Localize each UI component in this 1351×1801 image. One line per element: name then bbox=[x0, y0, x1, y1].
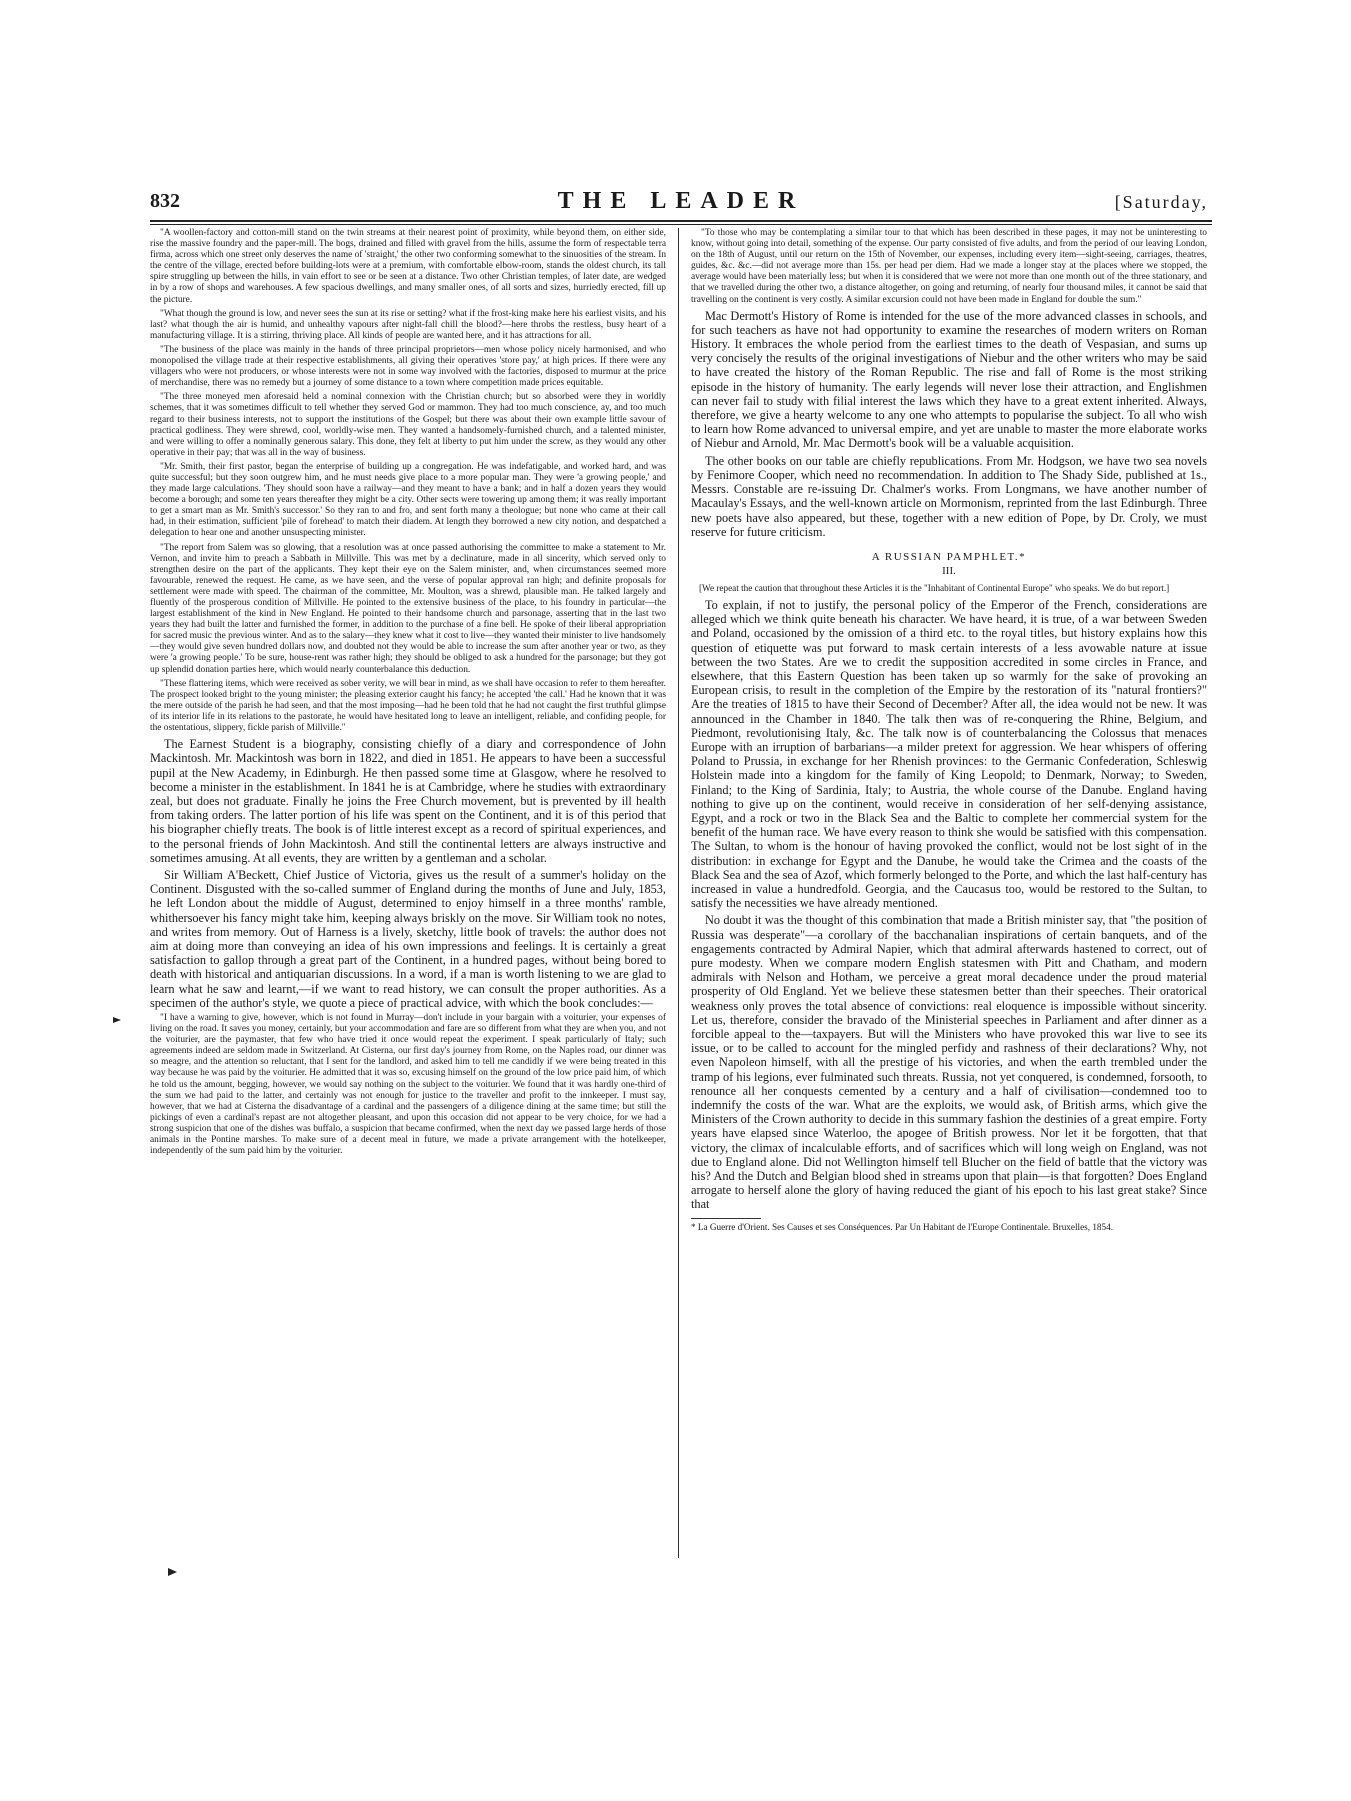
header-rule bbox=[150, 220, 1212, 222]
quote-paragraph: "Mr. Smith, their first pastor, began the enterprise of building up a congregation. He was indefatigable, and worked hard, and was quite successful; but they soon outgrew him, and he must needs give place to a more popular man. They were 'a growing people,' and they made large calculations. 'They should soon have a railway—and they meant to have a bank; and in half a dozen years they would become a borough; and some ten years thereafter they might be a city. Other sects were towering up among them; it was really important to get a smart man as Mr. Smith's successor.' So they ran to and fro, and sent forth many a theologue; but none who came at their call had, in their estimation, sufficient 'pile of forehead' to match their diadem. At length they borrowed a new city notion, and despatched a delegation to hear one and another unsuspecting minister. bbox=[150, 461, 666, 539]
right-column bbox=[679, 228, 1207, 1558]
quote-paragraph: "A woollen-factory and cotton-mill stand on the twin streams at their nearest point of proximity, while beyond them, on either side, rise the massive foundry and the paper-mill. The bogs, drained and filled with gravel from the hills, assume the form of respectable terra firma, across which one street only deserves the name of 'straight,' the other two conforming somewhat to the sinuosities of the stream. In the centre of the village, erected before building-lots were at a premium, with comfortable elbow-room, stands the oldest church, its tall spire struggling up between the hills, in vain effort to see or be seen at a distance. Two other Christian temples, of later date, are wedged in by a row of shops and warehouses. A few spacious dwellings, and many smaller ones, of all sorts and sizes, hurriedly erected, fill up the picture. bbox=[150, 228, 667, 305]
section-number: III. bbox=[942, 564, 956, 577]
quote-paragraph: "The three moneyed men aforesaid held a nominal connexion with the Christian church; but so absorbed were they in worldly schemes, that it was sometimes difficult to tell whether they served God or mammon. They had too much conscience, ay, and too much regard to their business interests, not to support the institutions of the Gospel; but there was about their own example little savour of practical godliness. They were shrewd, cool, worldly-wise men. They wanted a handsomely-furnished church, and a talented minister, and were willing to offer a nominally generous salary. This done, they felt at liberty to put him under the screw, as they would any other operative in their pay; that was all in the way of business. bbox=[150, 392, 666, 458]
article-paragraph: To explain, if not to justify, the personal policy of the Emperor of the French, considerations are alleged which we think quite beneath his character. We have heard, it is true, of a war between Sweden and Poland, occasioned by the omission of a third etc. to the royal titles, but history explains how this question of etiquette was put forward to mask certain interests of a less avowable nature at issue between the two States. Are we to credit the supposition accredited in some circles in France, and elsewhere, that this Eastern Question has been taken up so warmly for the sake of provoking an European crisis, to result in the completion of the Empire by the restoration of its "natural frontiers?" Are the treaties of 1815 to have their Second of December? After all, the idea would not be new. It was announced in the Chamber in 1840. The talk then was of re-conquering the Rhine, Belgium, and Piedmont, revolutionising Italy, &c. The talk now is of counterbalancing the Colossus that menaces Europe with an irruption of barbarians—a milder pretext for aggression. We hear whispers of offering Poland to Prussia, in exchange for her Rhenish provinces: to the Germanic Confederation, Schleswig Holstein made into a kingdom for the family of King Leopold; to Denmark, Norway; to Sweden, Finland; to the King of Sardinia, Italy; to Austria, the whole course of the Danube. England having nothing to give up on the continent, would receive in consideration of her self-denying assistance, Egypt, and a rock or two in the Black Sea and the Baltic to complete her commercial system for the benefit of the human race. We have every reason to think she would be satisfied with this compensation. The Sultan, to whom is the honour of having provoked the conflict, would not be lost sight of in the distribution: in exchange for Egypt and the Danube, he would take the Crimea and the coasts of the Black Sea and the sea of Azof, which formerly belonged to the Porte, and which the last half-century has increased in value a hundredfold. Georgia, and the Caucasus too, would be restored to the Sultan, to satisfy the necessities we have already mentioned. bbox=[691, 597, 1207, 911]
editorial-note: [We repeat the caution that throughout these Articles it is the "Inhabitant of Continental Europe" who speaks. We do but report.] bbox=[699, 582, 1170, 593]
review-paragraph: The other books on our table are chiefly republications. From Mr. Hodgson, we have two sea novels by Fenimore Cooper, which need no recommendation. In addition to The Shady Side, published at 1s., Messrs. Constable are re-issuing Dr. Chalmer's works. From Longmans, we have another number of Macaulay's Essays, and the well-known article on Mormonism, reprinted from the last Edinburgh. Three new poets have also appeared, but these, together with a new edition of Pope, by Dr. Croly, we must reserve for future criticism. bbox=[691, 453, 1207, 539]
page-number: 832 bbox=[150, 190, 180, 212]
review-paragraph: Mac Dermott's History of Rome is intended for the use of the more advanced classes in schools, and for such teachers as have not had opportunity to examine the researches of modern writers on Roman History. It embraces the whole period from the earliest times to the death of Vespasian, and sums up very concisely the results of the original investigations of Niebur and the other writers who may be said to have created the history of the Roman Republic. The rise and fall of Rome is the most striking episode in the history of humanity. The early legends will never lose their attraction, and Englishmen can never fail to study with filial interest the laws which they have to a great extent inherited. Always, therefore, we give a hearty welcome to any one who attempts to popularise the subject. To all who wish to learn how Rome advanced to universal empire, and yet are unable to master the more elaborate works of Niebur and Arnold, Mr. Mac Dermott's book will be a valuable acquisition. bbox=[691, 308, 1207, 451]
review-paragraph: Sir William A'Beckett, Chief Justice of Victoria, gives us the result of a summer's holiday on the Continent. Disgusted with the so-called summer of England during the months of June and July, 1853, he left London about the middle of August, determined to enjoy himself in a three months' ramble, whithersoever his fancy might take him, keeping always briskly on the move. Sir William took no notes, and writes from memory. Out of Harness is a lively, sketchy, little book of travels: the author does not aim at doing more than conveying an idea of his own impressions and feelings. It is certainly a great satisfaction to gallop through a great part of the Continent, in a hundred pages, without being bored to death with historical and antiquarian discussions. In a word, if a man is worth listening to we are glad to learn what he saw and learnt,—if we want to read history, we can consult the proper authorities. As a specimen of the author's style, we quote a piece of practical advice, with which the book concludes:— bbox=[150, 867, 666, 1010]
newspaper-title: THE LEADER bbox=[557, 188, 805, 214]
quote-paragraph: "To those who may be contemplating a similar tour to that which has been described in these pages, it may not be uninteresting to know, without going into detail, something of the expense. Our party consisted of five adults, and from the period of our leaving London, on the 18th of August, until our return on the 15th of November, our expenses, including every item—sight-seeing, carriages, theatres, guides, &c. &c.—did not average more than 15s. per head per diem. Had we made a longer stay at the places where we stopped, the average would have been materially less; but when it is considered that we were not more than one month out of the three stationary, and that we travelled during the other two, a distance altogether, on going and returning, of nearly four thousand miles, it cannot be said that travelling on the continent is very costly. A similar excursion could not have been made in England for double the sum." bbox=[691, 228, 1207, 305]
newspaper-page bbox=[150, 188, 1212, 1558]
quote-paragraph: "These flattering items, which were received as sober verity, we will bear in mind, as we shall have occasion to refer to them hereafter. The prospect looked bright to the young minister; the pleasing exterior caught his fancy; he accepted 'the call.' Had he known that it was the mere outside of the parish he had seen, and that the most imposing—had he been told that he had not caught the first truthful glimpse of its interior life in its relations to the pastorate, he would have hesitated long to leave an intelligent, reliable, and confiding people, for the ostentatious, slippery, fickle parish of Millville." bbox=[150, 678, 666, 734]
arrow-mark-icon bbox=[113, 1017, 121, 1023]
footnote: * La Guerre d'Orient. Ses Causes et ses Conséquences. Par Un Habitant de l'Europe Continentale. Bruxelles, 1854. bbox=[691, 1221, 1114, 1232]
section-title: A RUSSIAN PAMPHLET.* bbox=[871, 550, 1027, 563]
columns bbox=[150, 228, 1212, 1558]
quote-paragraph: "The report from Salem was so glowing, that a resolution was at once passed authorising the committee to make a statement to Mr. Vernon, and invite him to preach a Sabbath in Millville. This was met by a declinature, made in all sincerity, which served only to strengthen desire on the part of the applicants. They kept their eye on the Salem minister, and, when circumstances seemed more favourable, renewed the request. He came, as we have seen, and the verse of popular approval ran high; and definite proposals for settlement were made with speed. The chairman of the committee, Mr. Moulton, was a shrewd, plausible man. He talked largely and fluently of the prosperous condition of Millville. He pointed to the extensive business of the place, to his foundry in particular—the largest establishment of the kind in New England. He pointed to their handsome church and parsonage, asserting that in the last two years they had built the latter and furnished the former, in addition to the purchase of a fine bell. He spoke of their liberal appropriation for sacred music the previous winter. And as to the salary—they knew what it cost to live—they wanted their minister to live handsomely—they would give seven hundred dollars now, and doubted not they would be able to increase the sum after another year or two, as they were 'a growing people.' To be sure, house-rent was rather high; they should be obliged to ask a hundred for the parsonage; but they got up splendid donation parties here, which would nearly counterbalance this deduction. bbox=[150, 542, 666, 675]
arrow-mark-icon bbox=[168, 1568, 177, 1576]
article-paragraph: No doubt it was the thought of this combination that made a British minister say, that "the position of Russia was desperate"—a corollary of the bacchanalian inspirations of certain banquets, and of the engagements contracted by Admiral Napier, which that admiral afterwards hastened to correct, out of pure modesty. When we compare modern English statesmen with Pitt and Chatham, and modern admirals with Nelson and Hotham, we perceive a great moral decadence under the proud material prosperity of Old England. Yet we believe these statesmen better than their speeches. Their oratorical weakness only proves the total absence of convictions: real eloquence is impossible without sincerity. Let us, therefore, consider the bravado of the Ministerial speeches in Parliament and after dinner as a forcible appeal to the—taxpayers. But will the Ministers who have provoked this war live to see its issue, or to be called to account for the mingled perfidy and rashness of their declarations? Why, not even Napoleon himself, with all the prestige of his victories, and when the earth trembled under the tramp of his legions, ever fulminated such threats. Russia, not yet conquered, is condemned, forsooth, to renounce all her conquests cemented by a century and a half of civilisation—condemned too to indemnify the costs of the war. What are the exploits, we would ask, of British arms, which give the Ministers of the Crown authority to decide in this summary fashion the destinies of a great empire. Forty years have elapsed since Waterloo, the apogee of British prowess. Nor let it be forgotten, that that victory, the climax of incalculable efforts, and of sacrifices which will long weigh on England, was not due to England alone. Did not Wellington himself tell Blucher on the field of battle that the victory was his? And the Dutch and Belgian blood shed in streams upon that plain—is that forgotten? Does England arrogate to herself alone the glory of having reduced the giant of his epoch to his last great stake? Since that bbox=[691, 913, 1207, 1212]
header-rule-thin bbox=[150, 224, 1212, 225]
quote-paragraph: "What though the ground is low, and never sees the sun at its rise or setting? what if the frost-king make here his earliest visits, and his last? what though the air is humid, and unhealthy vapours after night-fall chill the blood?—here throbs the restless, busy heart of a manufacturing village. It is a stirring, thriving place. All kinds of people are wanted here, and it has attractions for all. bbox=[150, 308, 666, 341]
quote-paragraph: "I have a warning to give, however, which is not found in Murray—don't include in your bargain with a voiturier, your expenses of living on the road. It saves you money, certainly, but your accommodation and fare are so different from what they are when you, and not the voiturier, are the paymaster, that few who have tried it once would repeat the experiment. I speak particularly of Italy; such agreements indeed are seldom made in Switzerland. At Cisterna, our first day's journey from Rome, on the Naples road, our dinner was so meagre, and the attention so reluctant, that I sent for the landlord, and asked him to tell me candidly if we were being treated in this way because he was paid by the voiturier. He admitted that it was so, excusing himself on the ground of the low price paid him, of which he told us the amount, begging, however, we would say nothing on the subject to the voiturier. We found that it was hardly one-third of the sum we had paid to the latter, and certainly was not enough for justice to the traveller and profit to the innkeeper. I must say, however, that we had at Cisterna the disadvantage of a cardinal and the passengers of a diligence dining at the same time; but still the pickings of even a cardinal's repast are not altogether pleasant, and upon this occasion did not appear to be very choice, for we had a strong suspicion that one of the dishes was buffalo, a suspicion that became confirmed, when the next day we passed large herds of those animals in the Pontine marshes. To make sure of a decent meal in future, we made a private arrangement with the hotelkeeper, independently of the sum paid him by the voiturier. bbox=[150, 1012, 666, 1157]
quote-paragraph: "The business of the place was mainly in the hands of three principal proprietors—men whose policy nicely harmonised, and who monopolised the village trade at their respective establishments, all giving their operatives 'store pay,' at high prices. If there were any villagers who were not producers, or whose interests were not in some way involved with the factories, disposed to murmur at the price of merchandise, there was no remedy but a journey of some distance to a town where competition made prices equitable. bbox=[150, 344, 666, 389]
masthead bbox=[150, 188, 1212, 216]
left-column bbox=[150, 228, 679, 1558]
footnote-rule bbox=[691, 1218, 761, 1219]
review-paragraph: The Earnest Student is a biography, consisting chiefly of a diary and correspondence of John Mackintosh. Mr. Mackintosh was born in 1822, and died in 1851. He appears to have been a successful pupil at the New Academy, in Edinburgh. He then passed some time at Glasgow, where he resolved to become a minister in the establishment. In 1841 he is at Cambridge, where he studies with extraordinary zeal, but does not graduate. Finally he joins the Free Church movement, but is prevented by ill health from taking orders. The latter portion of his life was spent on the Continent, and it is of this period that his biographer chiefly treats. The book is of little interest except as a record of spiritual experiences, and to the personal friends of John Mackintosh. And still the continental letters are always instructive and sometimes amusing. At all events, they are written by a gentleman and a scholar. bbox=[150, 737, 666, 865]
issue-day: [Saturday, bbox=[1114, 192, 1208, 212]
